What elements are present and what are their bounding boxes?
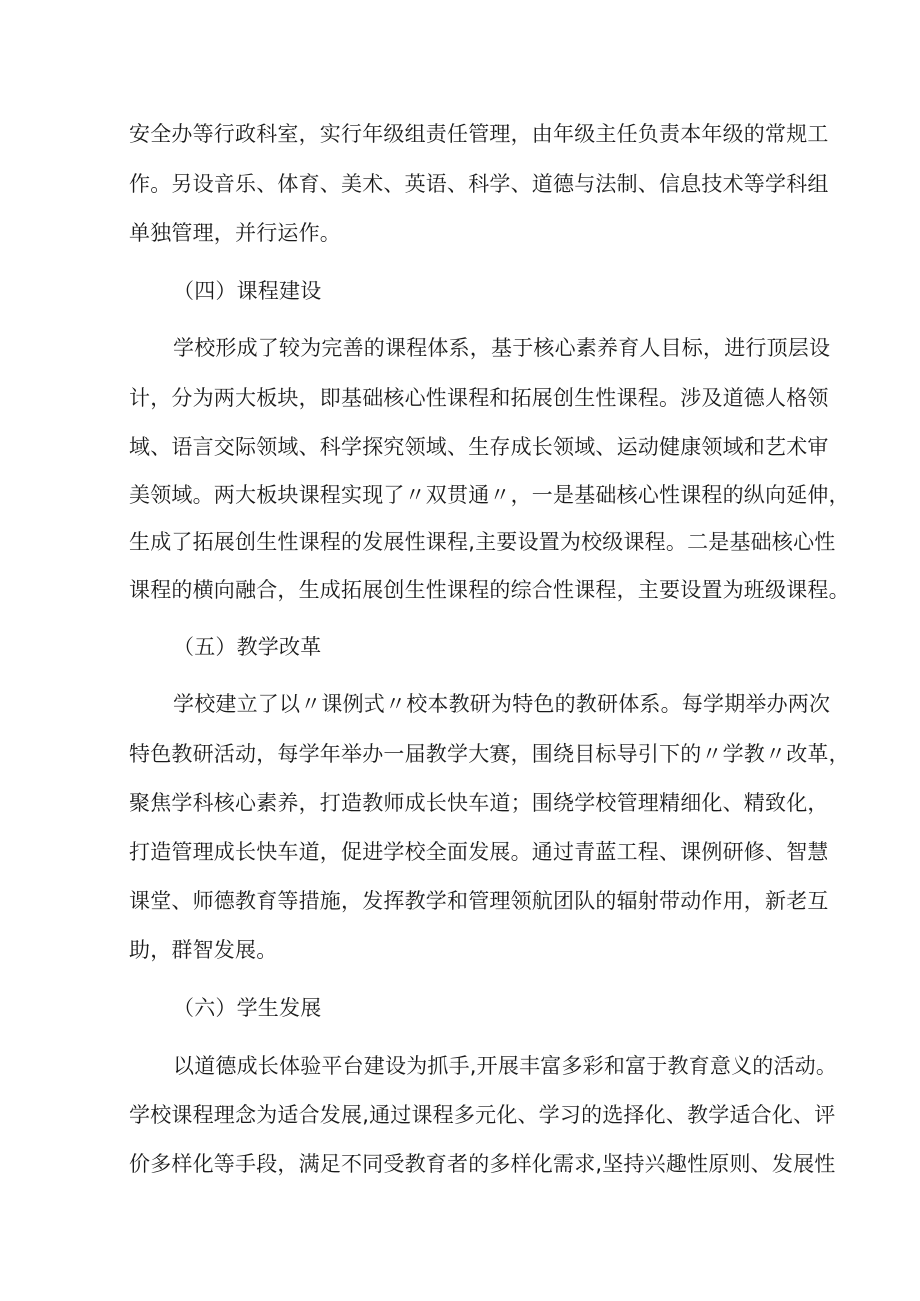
section-heading-teaching-reform: （五）教学改革 [173, 635, 322, 659]
paragraph-line: 学校课程理念为适合发展,通过课程多元化、学习的选择化、教学适合化、评 [129, 1103, 836, 1127]
section-heading-student-development: （六）学生发展 [173, 996, 322, 1020]
section-heading-curriculum: （四）课程建设 [173, 279, 322, 303]
paragraph-line: 生成了拓展创生性课程的发展性课程,主要设置为校级课程。二是基础核心性 [129, 530, 836, 554]
paragraph-line: 以道德成长体验平台建设为抓手,开展丰富多彩和富于教育意义的活动。 [173, 1054, 838, 1078]
paragraph-line: 特色教研活动，每学年举办一届教学大赛，围绕目标导引下的〃学教〃改革， [129, 742, 850, 766]
paragraph-line: 域、语言交际领域、科学探究领域、生存成长领域、运动健康领域和艺术审 [129, 435, 829, 459]
paragraph-line: 学校建立了以〃课例式〃校本教研为特色的教研体系。每学期举办两次 [173, 692, 831, 716]
paragraph-line: 作。另设音乐、体育、美术、英语、科学、道德与法制、信息技术等学科组 [129, 172, 829, 196]
paragraph-line: 助，群智发展。 [129, 938, 278, 962]
paragraph-line: 安全办等行政科室，实行年级组责任管理，由年级主任负责本年级的常规工 [129, 122, 829, 146]
paragraph-line: 价多样化等手段，满足不同受教育者的多样化需求,坚持兴趣性原则、发展性 [129, 1152, 836, 1176]
paragraph-line: 美领域。两大板块课程实现了〃双贯通〃，一是基础核心性课程的纵向延伸， [129, 483, 850, 507]
paragraph-line: 单独管理，并行运作。 [129, 221, 341, 245]
paragraph-line: 打造管理成长快车道，促进学校全面发展。通过青蓝工程、课例研修、智慧 [129, 840, 829, 864]
paragraph-line: 课堂、师德教育等措施，发挥教学和管理领航团队的辐射带动作用，新老互 [129, 889, 829, 913]
paragraph-line: 聚焦学科核心素养，打造教师成长快车道；围绕学校管理精细化、精致化， [129, 791, 829, 815]
paragraph-line: 计，分为两大板块，即基础核心性课程和拓展创生性课程。涉及道德人格领 [129, 386, 829, 410]
paragraph-line: 学校形成了较为完善的课程体系，基于核心素养育人目标，进行顶层设 [173, 336, 831, 360]
paragraph-line: 课程的横向融合，生成拓展创生性课程的综合性课程，主要设置为班级课程。 [129, 578, 850, 602]
